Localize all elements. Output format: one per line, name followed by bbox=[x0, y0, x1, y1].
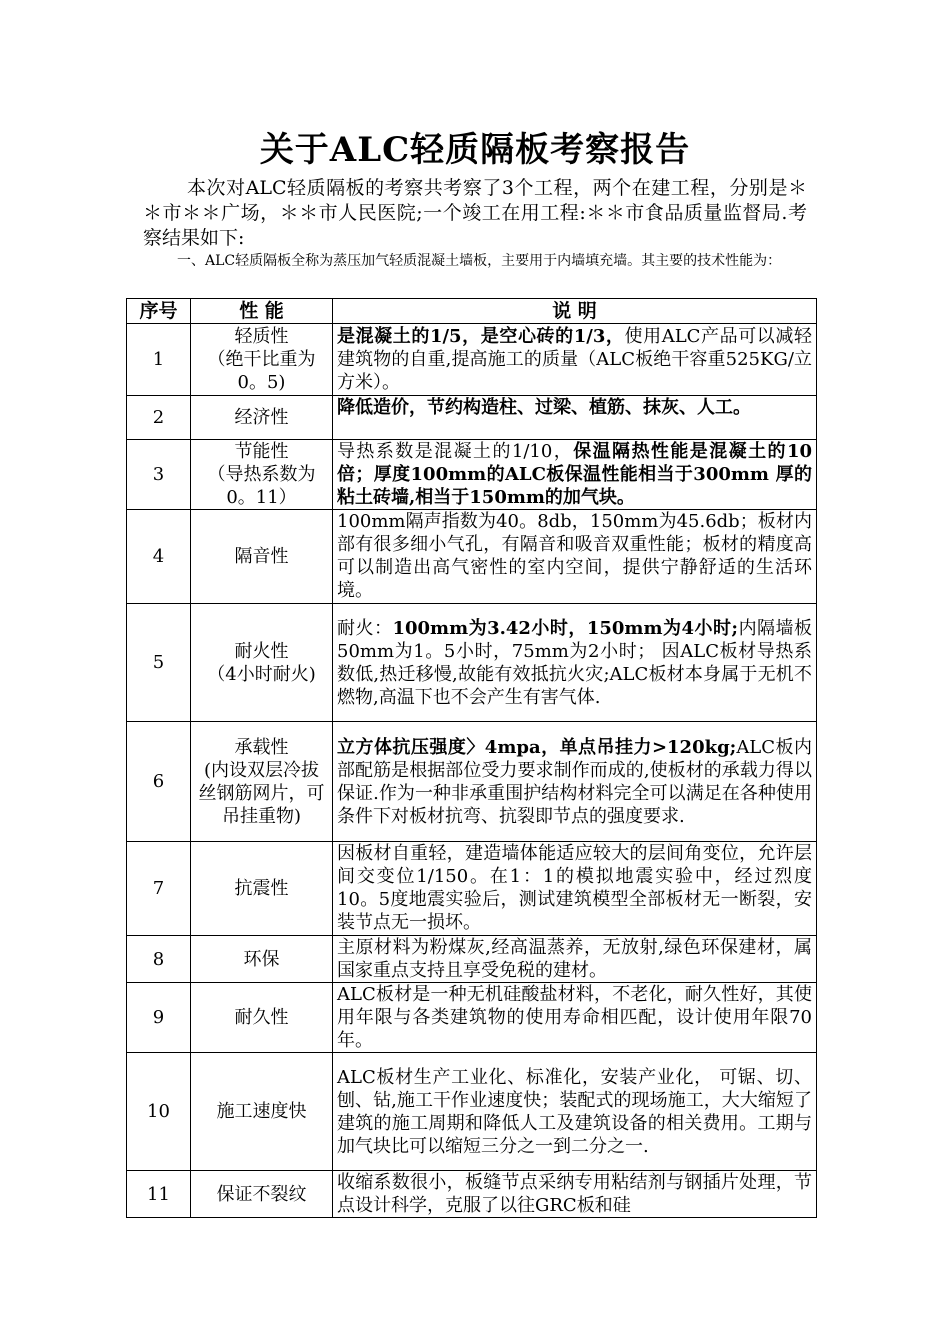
description-text: 100mm为3.42小时，150mm为4小时; bbox=[392, 617, 739, 639]
table-row bbox=[127, 983, 817, 1053]
row-number: 7 bbox=[127, 842, 191, 936]
description-text: 导热系数是混凝土的1/10， bbox=[337, 441, 574, 462]
row-number: 2 bbox=[127, 396, 191, 440]
row-property bbox=[191, 936, 333, 983]
description-text: 立方体抗压强度〉4mpa，单点吊挂力>120kg; bbox=[337, 736, 737, 758]
description-text: ALC板内部配筋是根据部位受力要求制作而成的,使板材的承载力得以保证.作为一种非承重围护结构材料完全可以满足在各种使用条件下对板材抗弯、抗裂即节点的强度要求. bbox=[337, 736, 812, 827]
header-number: 序号 bbox=[127, 299, 191, 324]
table-row bbox=[127, 936, 817, 983]
row-description bbox=[333, 604, 817, 722]
property-note: （导热系数为0。11） bbox=[207, 464, 316, 508]
section-paragraph: 一、ALC轻质隔板全称为蒸压加气轻质混凝土墙板，主要用于内墙填充墙。其主要的技术性能为： bbox=[177, 253, 782, 269]
row-property bbox=[191, 440, 333, 510]
property-name: 轻质性 bbox=[234, 326, 289, 347]
row-property bbox=[191, 510, 333, 604]
table-header-row bbox=[127, 299, 817, 324]
property-name: 节能性 bbox=[234, 441, 289, 462]
property-name: 承载性 bbox=[234, 736, 289, 758]
row-description bbox=[333, 324, 817, 396]
property-name: 隔音性 bbox=[234, 546, 289, 567]
row-number: 1 bbox=[127, 324, 191, 396]
property-name: 耐久性 bbox=[234, 1007, 289, 1028]
row-number: 10 bbox=[127, 1053, 191, 1171]
row-number: 6 bbox=[127, 722, 191, 842]
description-text: 100mm隔声指数为40。8db，150mm为45.6db；板材内部有很多细小气孔，有隔音和吸音双重性能；板材的精度高可以制造出高气密性的室内空间，提供宁静舒适的生活环境。 bbox=[337, 511, 812, 601]
property-name: 抗震性 bbox=[234, 878, 289, 899]
table-row bbox=[127, 604, 817, 722]
row-number: 5 bbox=[127, 604, 191, 722]
row-description bbox=[333, 440, 817, 510]
description-text: 使用ALC产品可以减轻建筑物的自重,提高施工的质量（ALC板绝干容重525KG/立方米）。 bbox=[337, 326, 812, 393]
property-name: 施工速度快 bbox=[216, 1101, 307, 1122]
description-text: 内隔墙板50mm为1。5小时，75mm为2小时； 因ALC板材导热系数低,热迁移慢,故能有效抵抗火灾;ALC板材本身属于无机不燃物,高温下也不会产生有害气体. bbox=[337, 617, 813, 708]
row-number: 11 bbox=[127, 1171, 191, 1218]
row-property bbox=[191, 1053, 333, 1171]
row-number: 4 bbox=[127, 510, 191, 604]
table-row bbox=[127, 1053, 817, 1171]
property-note: （4小时耐火) bbox=[207, 663, 316, 685]
page-title: 关于ALC轻质隔板考察报告 bbox=[259, 130, 691, 170]
description-text: ALC板材是一种无机硅酸盐材料，不老化，耐久性好，其使用年限与各类建筑物的使用寿命相匹配，设计使用年限70年。 bbox=[337, 984, 812, 1051]
row-property bbox=[191, 324, 333, 396]
row-description bbox=[333, 842, 817, 936]
table-row bbox=[127, 324, 817, 396]
description-text: 降低造价，节约构造柱、过梁、植筋、抹灰、人工。 bbox=[337, 397, 751, 418]
row-description bbox=[333, 936, 817, 983]
description-text: 收缩系数很小，板缝节点采纳专用粘结剂与钢插片处理，节点设计科学，克服了以往GRC板和硅 bbox=[337, 1172, 812, 1216]
description-text: 主原材料为粉煤灰,经高温蒸养，无放射,绿色环保建材，属国家重点支持且享受免税的建材。 bbox=[337, 937, 812, 981]
row-property bbox=[191, 983, 333, 1053]
property-note: （绝干比重为0。5) bbox=[207, 349, 316, 393]
row-description bbox=[333, 1171, 817, 1218]
description-text: 是混凝土的1/5，是空心砖的1/3， bbox=[337, 326, 625, 347]
row-number: 3 bbox=[127, 440, 191, 510]
row-property bbox=[191, 722, 333, 842]
header-property: 性 能 bbox=[191, 299, 333, 324]
row-property bbox=[191, 396, 333, 440]
row-description bbox=[333, 1053, 817, 1171]
header-description: 说 明 bbox=[333, 299, 817, 324]
row-number: 9 bbox=[127, 983, 191, 1053]
description-text: ALC板材生产工业化、标准化，安装产业化， 可锯、切、刨、钻,施工干作业速度快；装配式的现场施工，大大缩短了建筑的施工周期和降低人工及建筑设备的相关费用。工期与加气块比可以缩短三分之一到二分之一. bbox=[337, 1066, 812, 1157]
intro-paragraph: 本次对ALC轻质隔板的考察共考察了3个工程，两个在建工程，分别是＊＊市＊＊广场，＊＊市人民医院;一个竣工在用工程:＊＊市食品质量监督局.考察结果如下: bbox=[143, 177, 807, 249]
table-row bbox=[127, 440, 817, 510]
spec-table bbox=[126, 298, 817, 1218]
description-text: 耐火： bbox=[337, 617, 393, 639]
property-name: 耐火性 bbox=[234, 640, 289, 662]
table-row bbox=[127, 396, 817, 440]
property-name: 经济性 bbox=[234, 407, 289, 428]
table-row bbox=[127, 842, 817, 936]
table-row bbox=[127, 1171, 817, 1218]
row-description bbox=[333, 510, 817, 604]
table-row bbox=[127, 510, 817, 604]
row-property bbox=[191, 1171, 333, 1218]
row-number: 8 bbox=[127, 936, 191, 983]
property-name: 环保 bbox=[243, 948, 280, 970]
row-property bbox=[191, 604, 333, 722]
description-text: 保温隔热性能是混凝土的10倍；厚度100mm的ALC板保温性能相当于300mm 厚的粘土砖墙,相当于150mm的加气块。 bbox=[337, 441, 812, 508]
row-description bbox=[333, 983, 817, 1053]
row-description bbox=[333, 396, 817, 440]
property-name: 保证不裂纹 bbox=[216, 1183, 307, 1205]
description-text: 因板材自重轻，建造墙体能适应较大的层间角变位，允许层间交变位1/150。在1：1的模拟地震实验中，经过烈度10。5度地震实验后，测试建筑模型全部板材无一断裂，安装节点无一损坏。 bbox=[337, 843, 812, 933]
table-row bbox=[127, 722, 817, 842]
property-note: (内设双层冷拔丝钢筋网片，可吊挂重物) bbox=[198, 759, 325, 827]
row-description bbox=[333, 722, 817, 842]
row-property bbox=[191, 842, 333, 936]
